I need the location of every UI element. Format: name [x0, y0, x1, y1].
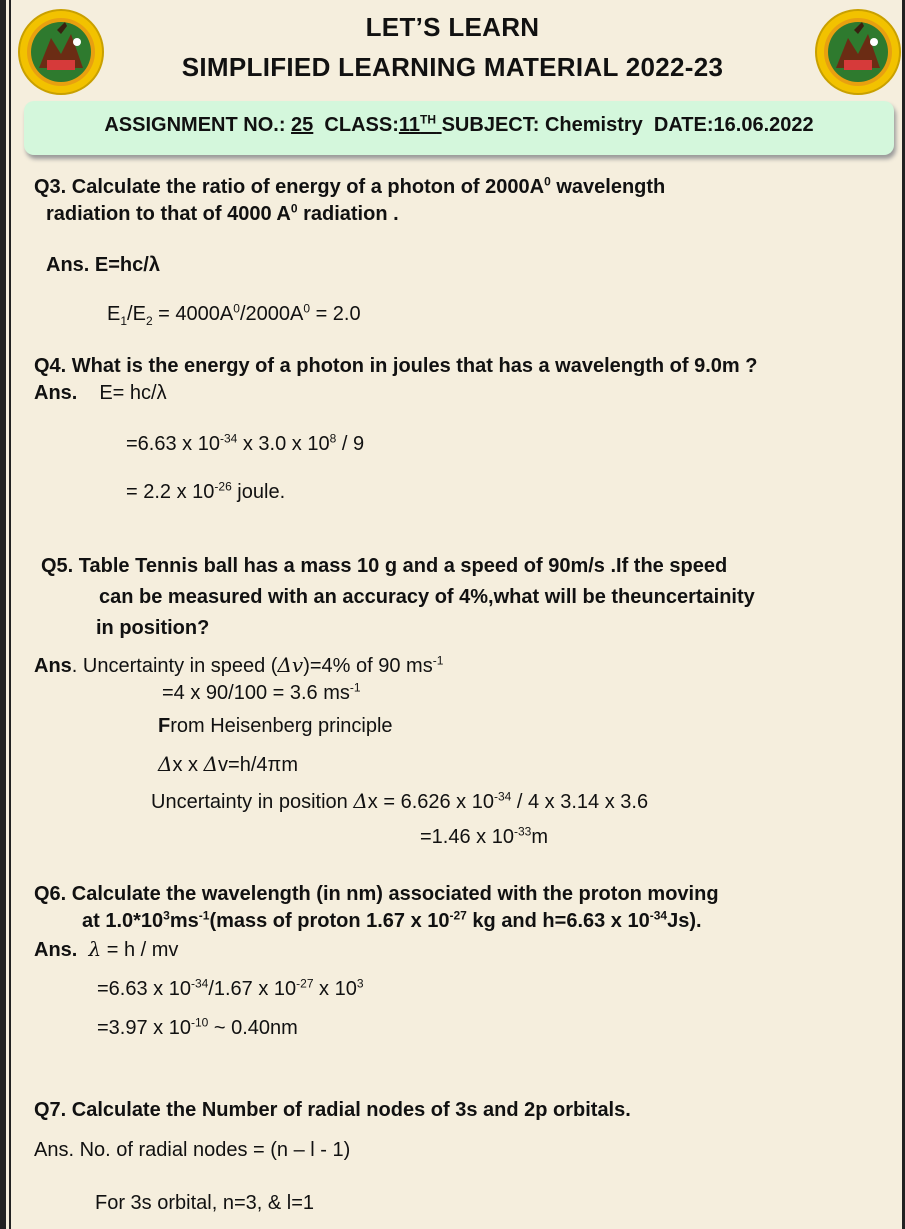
q6-q2-e: Js). [667, 910, 702, 932]
q3-eq-c: = 4000A [152, 303, 234, 325]
q3-text-c: radiation to that of 4000 A [46, 203, 291, 225]
q3-eq-sup2: 0 [303, 301, 311, 316]
q6-step2 [97, 1017, 298, 1040]
q5-a1-b: )=4% of 90 ms [303, 655, 433, 677]
left-border [0, 0, 6, 1229]
date-label: DATE: [653, 114, 714, 136]
q5-question-line1: Q5. Table Tennis ball has a mass 10 g and a speed of 90m/s .If the speed [41, 555, 728, 577]
assignment-info [24, 114, 894, 137]
q6-l1-c: x 10 [313, 978, 357, 1000]
q4-ans-label: Ans. [34, 382, 78, 404]
q6-q2-sup2: -1 [198, 908, 210, 923]
q7-question: Q7. Calculate the Number of radial nodes of 3s and 2p orbitals. [34, 1099, 631, 1121]
q5-ans-label: Ans [34, 655, 72, 677]
q5-a2-a: =4 x 90/100 = 3.6 ms [162, 682, 350, 704]
q5-a5-d: Δ [353, 789, 368, 813]
subject-label: SUBJECT: [441, 114, 540, 136]
q3-eq-e: = 2.0 [310, 303, 361, 325]
q3-equation [107, 303, 361, 326]
q4-l2-b: joule. [231, 481, 286, 503]
q5-question-line2: can be measured with an accuracy of 4%,what will be theuncertainity [99, 586, 755, 608]
q5-a6-sup: -33 [513, 824, 532, 839]
q5-answer-line4 [158, 752, 298, 777]
q3-sup2: 0 [290, 201, 298, 216]
q6-l2-sup: -10 [190, 1015, 209, 1030]
q4-l2-a: = 2.2 x 10 [126, 481, 215, 503]
q6-l1-sup2: -27 [296, 976, 314, 991]
q4-step1 [126, 433, 364, 456]
assignment-label: ASSIGNMENT NO.: [104, 114, 286, 136]
q3-text-d: radiation . [297, 203, 399, 225]
q6-question-line1: Q6. Calculate the wavelength (in nm) associated with the proton moving [34, 883, 719, 905]
q5-a4-a: x x [172, 754, 204, 776]
q6-q2-a: at 1.0*10 [82, 910, 164, 932]
q3-question-line1 [34, 176, 665, 199]
q5-a4-d1: Δ [158, 752, 173, 776]
q3-answer: Ans. E=hc/λ [46, 254, 160, 276]
q5-answer-line3 [158, 715, 393, 738]
q5-a1-a: . Uncertainty in speed ( [71, 655, 278, 677]
q5-a4-b: v=h/4πm [218, 754, 298, 776]
q4-l1-sup2: 8 [329, 431, 337, 446]
q6-q2-sup1: 3 [163, 908, 170, 923]
q5-a2-sup: -1 [349, 680, 361, 695]
q6-q2-c: (mass of proton 1.67 x 10 [209, 910, 450, 932]
q5-a1-sup: -1 [432, 653, 444, 668]
q5-answer-line6 [420, 826, 548, 849]
q3-eq-sup1: 0 [233, 301, 240, 316]
q6-q2-b: ms [169, 910, 199, 932]
q4-l1-sup: -34 [219, 431, 238, 446]
q5-a5-a: Uncertainty in position [151, 791, 354, 813]
q6-q2-sup3: -27 [449, 908, 467, 923]
q5-a3-rest: rom Heisenberg principle [170, 715, 393, 737]
q4-ans-formula: E= hc/λ [99, 382, 167, 404]
q3-question-line2 [46, 203, 399, 226]
q6-step1 [97, 978, 364, 1001]
q6-answer [34, 937, 178, 962]
q3-eq-b: /E [127, 303, 146, 325]
q7-answer: Ans. No. of radial nodes = (n – l - 1) [34, 1139, 351, 1161]
class-value [399, 114, 442, 136]
q5-a3-bold: F [158, 715, 171, 737]
q6-ans-label: Ans. [34, 939, 78, 961]
q5-a1-dv: Δv [277, 653, 304, 677]
q3-eq-sub1: 1 [120, 314, 128, 328]
q6-l1-a: =6.63 x 10 [97, 978, 191, 1000]
q4-answer [34, 382, 167, 405]
class-sup: TH [420, 112, 437, 127]
q3-eq-d: /2000A [239, 303, 304, 325]
header-title-line2: SIMPLIFIED LEARNING MATERIAL 2022-23 [181, 52, 724, 82]
subject-value: Chemistry [544, 114, 643, 136]
q6-l2-a: =3.97 x 10 [97, 1017, 191, 1039]
q5-a6-a: =1.46 x 10 [420, 826, 514, 848]
q4-question: Q4. What is the energy of a photon in joules that has a wavelength of 9.0m ? [34, 355, 758, 377]
assignment-banner [24, 101, 894, 155]
q3-eq-sub2: 2 [145, 314, 153, 328]
q5-answer-line5 [151, 789, 648, 814]
q3-eq-a: E [107, 303, 121, 325]
q3-text-b: wavelength [550, 176, 666, 198]
q6-l2-b: ~ 0.40nm [208, 1017, 298, 1039]
q3-text-a: Q3. Calculate the ratio of energy of a photon of 2000A [34, 176, 545, 198]
q7-step1: For 3s orbital, n=3, & l=1 [95, 1192, 315, 1214]
class-label: CLASS: [324, 114, 399, 136]
q4-step2 [126, 481, 285, 504]
q4-l1-b: x 3.0 x 10 [237, 433, 330, 455]
q6-ans-formula: = h / mv [101, 939, 179, 961]
q5-a4-d2: Δ [203, 752, 219, 776]
q6-q2-sup4: -34 [649, 908, 668, 923]
q5-answer-line2 [162, 682, 361, 705]
left-border-inner [9, 0, 11, 1229]
q6-l1-b: /1.67 x 10 [208, 978, 297, 1000]
q6-ans-lambda: λ [88, 937, 102, 961]
q6-question-line2 [82, 910, 702, 933]
q5-a5-c: / 4 x 3.14 x 3.6 [511, 791, 649, 813]
q5-a6-b: m [531, 826, 548, 848]
q5-answer-line1 [34, 653, 443, 678]
q5-question-line3: in position? [96, 617, 210, 639]
q4-l1-a: =6.63 x 10 [126, 433, 220, 455]
q5-a5-sup: -34 [493, 789, 512, 804]
date-value: 16.06.2022 [713, 114, 814, 136]
q6-q2-d: kg and h=6.63 x 10 [466, 910, 650, 932]
class-value-text: 11 [398, 114, 421, 136]
q4-l2-sup: -26 [214, 479, 232, 494]
q5-a5-b: x = 6.626 x 10 [367, 791, 494, 813]
q4-l1-c: / 9 [336, 433, 365, 455]
assignment-number: 25 [291, 114, 314, 136]
header-title-line1: LET’S LEARN [365, 12, 540, 42]
q6-l1-sup: -34 [190, 976, 209, 991]
q6-l1-sup3: 3 [356, 976, 364, 991]
q3-sup1: 0 [544, 174, 551, 189]
